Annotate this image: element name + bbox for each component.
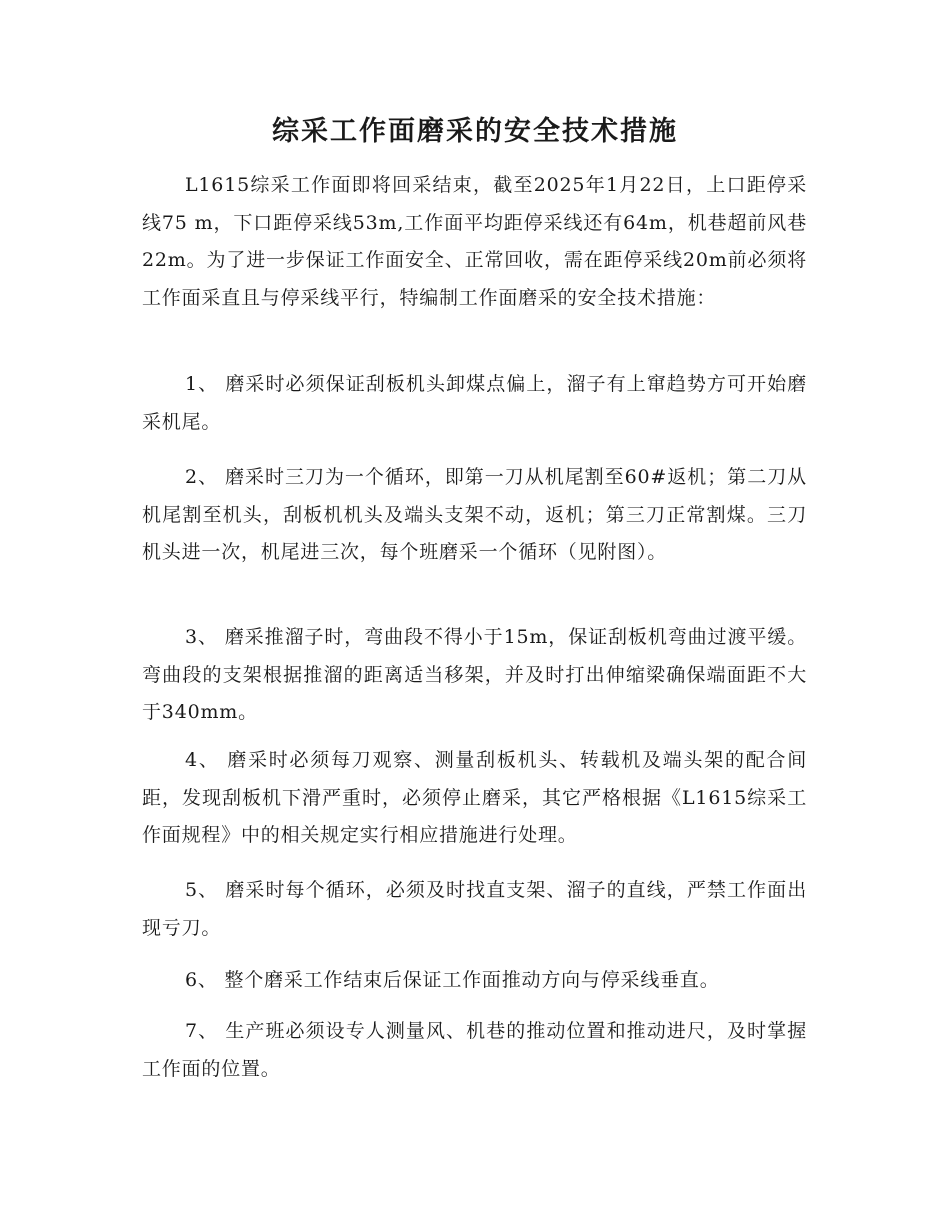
measure-item-3: 3、 磨采推溜子时，弯曲段不得小于15m，保证刮板机弯曲过渡平缓。弯曲段的支架根据推溜的距离适当移架，并及时打出伸缩梁确保端面距不大于340mm。 [142,626,807,723]
measure-item-1: 1、 磨采时必须保证刮板机头卸煤点偏上，溜子有上窜趋势方可开始磨采机尾。 [142,373,807,433]
measure-item-5: 5、 磨采时每个循环，必须及时找直支架、溜子的直线，严禁工作面出现亏刀。 [142,879,807,939]
measure-item-7: 7、 生产班必须设专人测量风、机巷的推动位置和推动进尺，及时掌握工作面的位置。 [142,1020,807,1080]
intro-paragraph: L1615综采工作面即将回采结束，截至2025年1月22日，上口距停采线75 m，下口距停采线53m,工作面平均距停采线还有64m，机巷超前风巷22m。为了进一步保证工作面安全、正常回收，需在距停采线20m前必须将工作面采直且与停采线平行，特编制工作面磨采的安全技术措施： [142,174,807,309]
measure-item-4: 4、 磨采时必须每刀观察、测量刮板机头、转载机及端头架的配合间距，发现刮板机下滑严重时，必须停止磨采，其它严格根据《L1615综采工作面规程》中的相关规定实行相应措施进行处理。 [142,749,807,846]
measure-item-6: 6、 整个磨采工作结束后保证工作面推动方向与停采线垂直。 [185,969,720,991]
measure-item-2: 2、 磨采时三刀为一个循环，即第一刀从机尾割至60#返机；第二刀从机尾割至机头，刮板机机头及端头支架不动，返机；第三刀正常割煤。三刀机头进一次，机尾进三次，每个班磨采一个循环（见附图）。 [142,466,807,563]
document-title: 综采工作面磨采的安全技术措施 [272,116,678,147]
